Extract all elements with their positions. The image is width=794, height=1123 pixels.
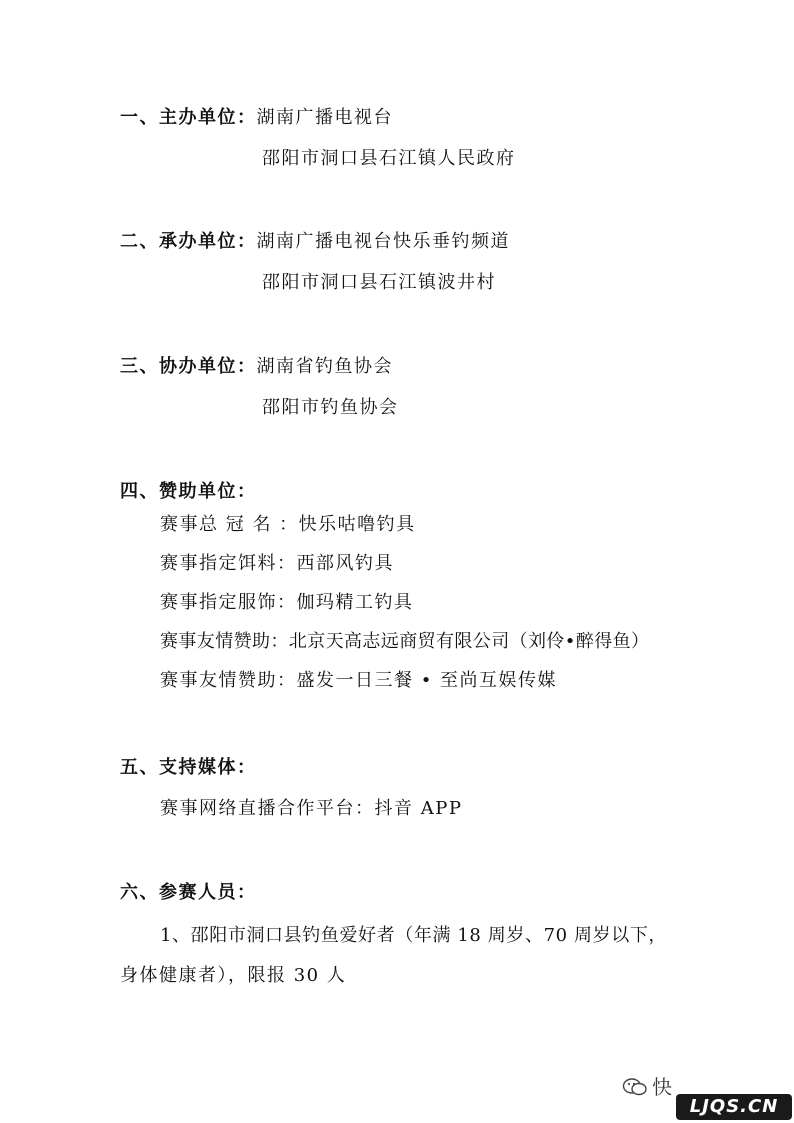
co-organizer-row	[120, 355, 393, 379]
co-organizer-heading: 三、协办单位：	[120, 356, 257, 377]
participants-paragraph-line-1: 1、邵阳市洞口县钓鱼爱好者（年满 18 周岁、70 周岁以下，	[160, 925, 668, 946]
undertaker-row	[120, 230, 510, 254]
undertaker-heading: 二、承办单位：	[120, 231, 257, 252]
participants-heading: 六、参赛人员：	[120, 882, 257, 903]
sponsor-item: 赛事友情赞助：盛发一日三餐 • 至尚互娱传媒	[160, 670, 558, 691]
organizer-heading: 一、主办单位：	[120, 107, 257, 128]
co-organizer-line-2: 邵阳市钓鱼协会	[262, 397, 399, 418]
undertaker-line-1: 湖南广播电视台快乐垂钓频道	[256, 231, 510, 252]
media-item: 赛事网络直播合作平台：抖音 APP	[160, 798, 463, 819]
sponsor-item: 赛事指定饵料：西部风钓具	[160, 553, 394, 574]
wechat-icon	[622, 1077, 648, 1097]
undertaker-line-2: 邵阳市洞口县石江镇波井村	[262, 272, 496, 293]
participants-paragraph-line-2: 身体健康者），限报 30 人	[120, 965, 347, 986]
media-heading: 五、支持媒体：	[120, 757, 257, 778]
organizer-line-2: 邵阳市洞口县石江镇人民政府	[262, 148, 516, 169]
co-organizer-line-1: 湖南省钓鱼协会	[256, 356, 393, 377]
sponsors-heading: 四、赞助单位：	[120, 481, 257, 502]
sponsor-item: 赛事友情赞助：北京天高志远商贸有限公司（刘伶•醉得鱼）	[160, 631, 650, 652]
sponsor-item: 赛事指定服饰：伽玛精工钓具	[160, 592, 414, 613]
organizer-line-1: 湖南广播电视台	[256, 107, 393, 128]
site-logo: LJQS.CN	[676, 1094, 792, 1120]
organizer-row	[120, 106, 393, 130]
sponsor-item: 赛事总 冠 名 ：快乐咕噜钓具	[160, 514, 416, 535]
watermark-text: 快	[652, 1075, 672, 1099]
